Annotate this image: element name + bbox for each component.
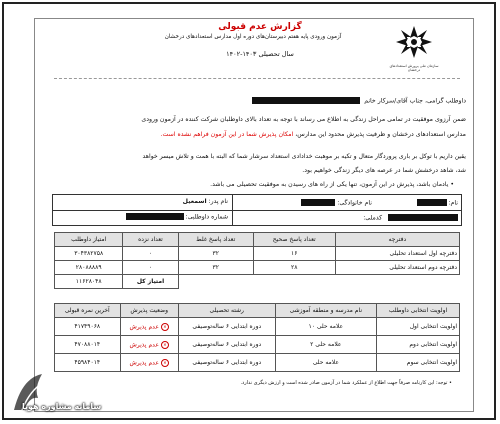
para1-line1: ضمن آرزوی موفقیت در تمامی مراحل زندگی به اطلاع می رساند با توجه به تعداد بالای داوطلبان شرکت کننده در آزمون ورودی — [141, 116, 466, 123]
para2-line1: یقین داریم با توکل بر باری پروردگار متعال و تکیه بر موهبت خدادادی استعداد سرشار شما که البته با همت و تلاش میسر خواهد — [142, 153, 466, 160]
school-cell: علامه حلی ۲ — [275, 336, 376, 354]
footnote — [240, 380, 452, 386]
col-status: وضعیت پذیرش — [120, 304, 178, 318]
table-row — [55, 318, 460, 336]
redacted-applicant-number — [126, 213, 184, 220]
father-name: اسمعیل — [182, 198, 207, 205]
field-cell: دوره ابتدایی ۶ ساله‌توصیفی — [178, 318, 275, 336]
footnote-text: توجه: این کارنامه صرفاً جهت اطلاع از عملکرد شما در آزمون صادر شده است و ارزش دیگری ندارد. — [240, 380, 448, 386]
total-row — [55, 275, 460, 289]
col-score: امتیاز داوطلب — [55, 233, 123, 247]
bullet-text: یادمان باشد، پذیرش در این آزمون، تنها یکی از راه های رسیدن به موفقیت تحصیلی می باشد. — [210, 181, 449, 188]
status-cell — [120, 318, 178, 336]
score-cell: ۳۰۴۳۸۲۷۵۸ — [55, 247, 123, 261]
table-row — [55, 336, 460, 354]
col-wrong: تعداد پاسخ غلط — [178, 233, 253, 247]
father-field — [183, 198, 228, 205]
total-value: ۱۱۶۲۸۰۴۸ — [55, 275, 123, 289]
close-icon: ✕ — [161, 323, 169, 331]
applicant-number-label: شماره داوطلبی: — [185, 213, 228, 221]
col-last-score: آخرین نمره قبولی — [55, 304, 121, 318]
field-cell: دوره ابتدایی ۶ ساله‌توصیفی — [178, 336, 275, 354]
watermark-text: سامانه مشاوره هوپا — [22, 402, 102, 411]
subtitle: آزمون ورودی پایه هفتم دبیرستان‌های دوره اول مدارس استعدادهای درخشان — [164, 34, 342, 40]
family-label: نام خانوادگی: — [337, 199, 372, 207]
scores-header-row — [55, 233, 460, 247]
school-cell: علامه حلی — [275, 354, 376, 372]
correct-cell: ۲۸ — [253, 261, 335, 275]
status-text: عدم پذیرش — [129, 341, 159, 348]
priority-cell: اولویت انتخابی اول — [377, 318, 460, 336]
wrong-cell: ۳۲ — [178, 247, 253, 261]
last-score-cell: ۴۱۷۴۹۰۶۸ — [55, 318, 121, 336]
bullet-line — [210, 181, 454, 188]
table-row — [55, 354, 460, 372]
logo-caption: سازمان ملی پرورش استعدادهای درخشان — [389, 64, 439, 72]
name-label: نام: — [448, 199, 458, 207]
wrong-cell: ۳۲ — [178, 261, 253, 275]
national-id-label: کدملی: — [363, 214, 383, 222]
bullet-dot: • — [448, 181, 454, 188]
field-cell: دوره ابتدایی ۶ ساله‌توصیفی — [178, 354, 275, 372]
col-correct: تعداد پاسخ صحیح — [253, 233, 335, 247]
status-cell — [120, 336, 178, 354]
col-field: رشته تحصیلی — [178, 304, 275, 318]
status-cell — [120, 354, 178, 372]
info-divider-h — [52, 210, 462, 211]
col-priority: اولویت انتخابی داوطلب — [377, 304, 460, 318]
booklet-cell: دفترچه اول استعداد تحلیلی — [335, 247, 459, 261]
para1-line2 — [161, 131, 466, 138]
watermark-logo — [4, 370, 104, 420]
last-score-cell: ۴۵۹۸۴۰۱۴ — [55, 354, 121, 372]
last-score-cell: ۴۷۰۸۸۰۱۴ — [55, 336, 121, 354]
priority-cell: اولویت انتخابی سوم — [377, 354, 460, 372]
priority-cell: اولویت انتخابی دوم — [377, 336, 460, 354]
applicant-number-field — [126, 213, 228, 221]
organization-logo — [392, 22, 436, 62]
greeting-line — [252, 97, 466, 105]
redacted-first-name — [417, 199, 447, 206]
status-text: عدم پذیرش — [129, 323, 159, 330]
close-icon: ✕ — [161, 341, 169, 349]
choices-header-row — [55, 304, 460, 318]
total-label: امتیاز کل — [123, 275, 178, 289]
col-school: نام مدرسه و منطقه آموزشی — [275, 304, 376, 318]
scores-table — [54, 232, 460, 289]
correct-cell: ۱۶ — [253, 247, 335, 261]
empty-cell — [178, 275, 459, 289]
page-title: گزارش عدم قبولی — [218, 22, 302, 32]
para2-line2: شد، شاهد درخشش شما در عرصه های دیگر زندگی خواهیم بود. — [302, 167, 466, 174]
redacted-national-id — [388, 214, 458, 221]
redacted-family-name — [301, 199, 335, 206]
col-booklet: دفترچه — [335, 233, 459, 247]
header-divider — [54, 78, 460, 79]
table-row — [55, 261, 460, 275]
blank-cell: ۰ — [123, 261, 178, 275]
father-label: نام پدر: — [208, 198, 228, 205]
close-icon: ✕ — [161, 359, 169, 367]
bullet-dot: • — [447, 380, 452, 386]
table-row — [55, 247, 460, 261]
col-blank: تعداد نزده — [123, 233, 178, 247]
redacted-name — [252, 97, 360, 104]
para1-line2-text: مدارس استعدادهای درخشان و ظرفیت پذیرش محدود این مدارس، — [293, 131, 466, 138]
greeting-text: داوطلب گرامی، جناب آقای/سرکار خانم — [364, 97, 466, 105]
academic-year: سال تحصیلی ۱۴۰۳-۱۴۰۲ — [226, 50, 294, 58]
school-cell: علامه حلی ۱۰ — [275, 318, 376, 336]
national-id-field — [363, 214, 458, 222]
booklet-cell: دفترچه دوم استعداد تحلیلی — [335, 261, 459, 275]
name-field — [417, 199, 459, 207]
choices-table — [54, 303, 460, 372]
status-text: عدم پذیرش — [129, 359, 159, 366]
blank-cell: ۰ — [123, 247, 178, 261]
rejection-notice: امکان پذیرش شما در این آزمون فراهم نشده است. — [160, 131, 294, 138]
family-field — [301, 199, 372, 207]
score-cell: ۲۸۰۸۸۸۸۹ — [55, 261, 123, 275]
